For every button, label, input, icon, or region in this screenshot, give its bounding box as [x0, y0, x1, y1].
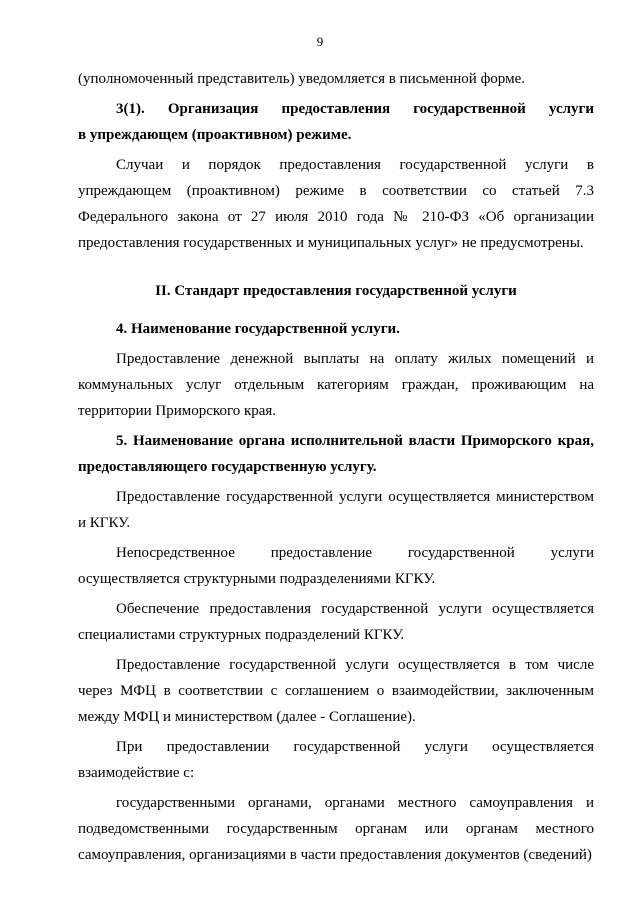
paragraph-continuation: (уполномоченный представитель) уведомляется в письменной форме. — [78, 71, 525, 87]
paragraph-5d: Предоставление государственной услуги осуществляется в том числе через МФЦ в соответствии с соглашением о взаимодействии, заключенным между МФЦ и министерством (далее - Соглашение). — [78, 657, 594, 725]
paragraph-5c: Обеспечение предоставления государственной услуги осуществляется специалистами структурных подразделений КГКУ. — [78, 601, 594, 643]
heading-4: 4. Наименование государственной услуги. — [116, 321, 400, 337]
paragraph-5b: Непосредственное предоставление государственной услуги осуществляется структурными подразделениями КГКУ. — [78, 545, 594, 587]
heading-3-1-line1: 3(1). Организация предоставления государственной услуги — [116, 101, 594, 117]
section-2-heading: II. Стандарт предоставления государственной услуги — [155, 283, 517, 299]
heading-3-1-line2: в упреждающем (проактивном) режиме. — [78, 127, 352, 143]
paragraph-4: Предоставление денежной выплаты на оплату жилых помещений и коммунальных услуг отдельным категориям граждан, проживающим на территории Приморского края. — [78, 351, 594, 419]
paragraph-5e: При предоставлении государственной услуги осуществляется взаимодействие с: — [78, 739, 594, 781]
page-number: 9 — [316, 34, 324, 49]
heading-5: 5. Наименование органа исполнительной власти Приморского края, предоставляющего государственную услугу. — [78, 433, 594, 475]
document-body — [78, 66, 594, 868]
paragraph-5a: Предоставление государственной услуги осуществляется министерством и КГКУ. — [78, 489, 594, 531]
paragraph-5f: государственными органами, органами местного самоуправления и подведомственными государственным органам или органам местного самоуправления, организациями в части предоставления документов (сведений) — [78, 795, 594, 863]
paragraph-3-1: Случаи и порядок предоставления государственной услуги в упреждающем (проактивном) режиме в соответствии со статьей 7.3 Федерального закона от 27 июля 2010 года № 210-ФЗ «Об организации предоставления государственных и муниципальных услуг» не предусмотрены. — [78, 157, 594, 251]
